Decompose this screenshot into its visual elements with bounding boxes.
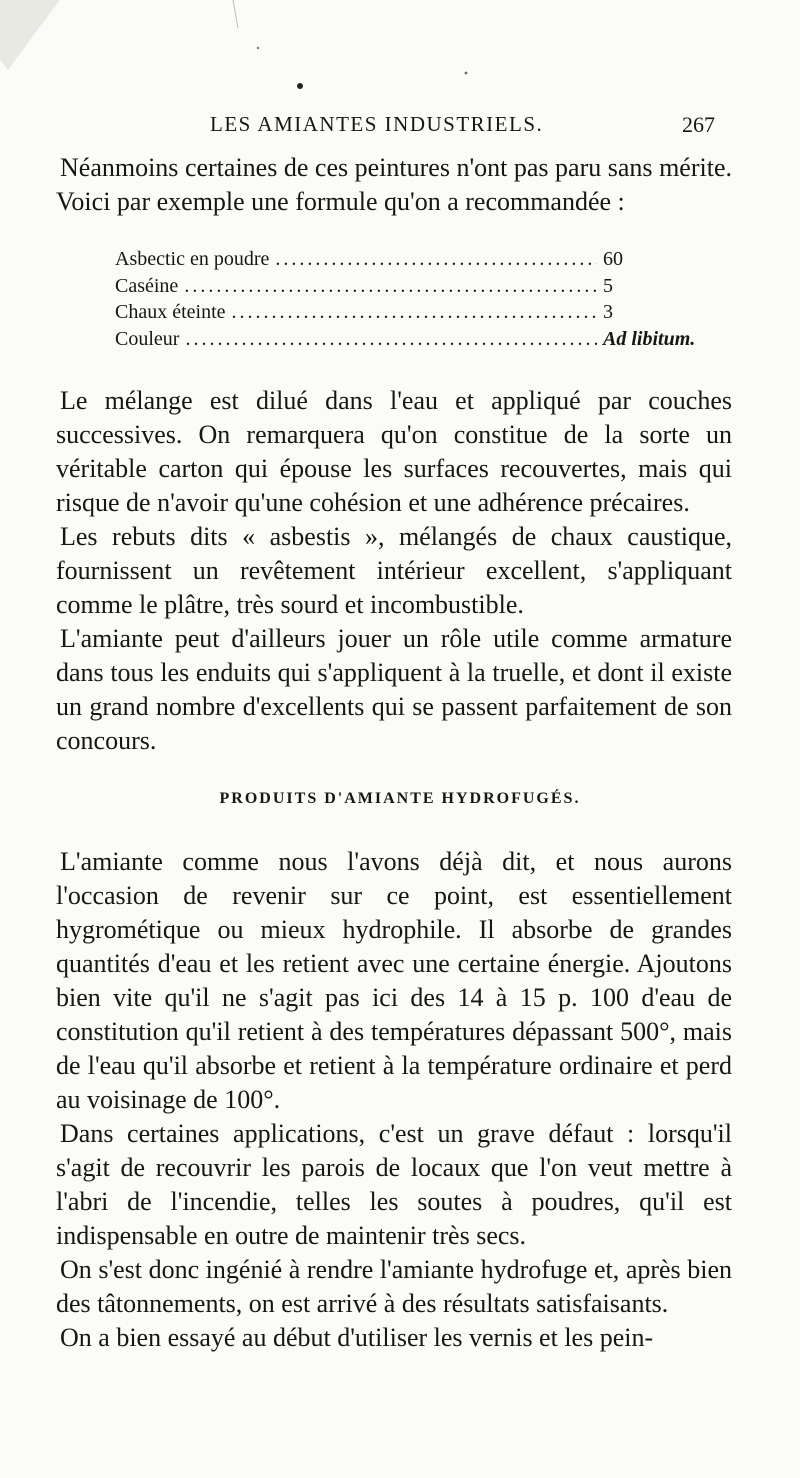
intro-paragraph: Néanmoins certaines de ces peintures n'ont pas paru sans mérite. Voici par exemple une formule qu'on a recommandée : [56,153,732,216]
ingredient-quantity: 60 [603,248,623,270]
intro-block [56,151,732,219]
section-heading: PRODUITS D'AMIANTE HYDROFUGÉS. [219,790,581,807]
ingredient-name: Caséine [115,274,179,297]
dot-leader [184,275,597,298]
body-paragraph: On a bien essayé au début d'utiliser les vernis et les pein- [60,1323,654,1352]
body-section-2 [56,845,732,1355]
body-paragraph: L'amiante peut d'ailleurs jouer un rôle utile comme armature dans tous les enduits qui s'appliquent à la truelle, et dont il existe un grand nombre d'excellents qui se passent parfaitement de son concours. [56,624,732,755]
recipe-row [115,248,715,275]
recipe-row [115,328,715,355]
running-title: LES AMIANTES INDUSTRIELS. [210,112,544,136]
dot-leader [185,328,597,351]
body-paragraph: On s'est donc ingénié à rendre l'amiante hydrofuge et, après bien des tâtonnements, on est arrivé à des résultats satisfaisants. [56,1255,732,1318]
running-head [0,108,800,138]
body-section-1 [56,384,732,758]
body-paragraph: L'amiante comme nous l'avons déjà dit, et nous aurons l'occasion de revenir sur ce point, est essentiellement hygrométique ou mieux hydrophile. Il absorbe de grandes quantités d'eau et les retient avec une certaine énergie. Ajoutons bien vite qu'il ne s'agit pas ici des 14 à 15 p. 100 d'eau de constitution qu'il retient à des températures dépassant 500°, mais de l'eau qu'il absorbe et retient à la température ordinaire et perd au voisinage de 100°. [56,847,732,1114]
ingredient-quantity: 5 [603,274,613,297]
body-paragraph: Le mélange est dilué dans l'eau et appliqué par couches successives. On remarquera qu'on constitue de la sorte un véritable carton qui épouse les surfaces recouvertes, mais qui risque de n'avoir qu'une cohésion et une adhérence précaires. [56,386,732,517]
body-paragraph: Les rebuts dits « asbestis », mélangés de chaux caustique, fournissent un revêtement intérieur excellent, s'appliquant comme le plâtre, très sourd et incombustible. [56,522,732,619]
recipe-row [115,275,715,302]
recipe-list [115,248,715,354]
ingredient-name: Chaux éteinte [115,301,226,323]
ingredient-quantity: 3 [603,301,613,323]
ingredient-name: Asbectic en poudre [115,248,270,270]
ingredient-name: Couleur [115,327,180,350]
dot-leader [275,248,597,271]
dot-leader [232,301,597,324]
page-number: 267 [682,112,715,137]
ingredient-quantity: Ad libitum. [603,327,696,350]
recipe-row [115,301,715,328]
body-paragraph: Dans certaines applications, c'est un grave défaut : lorsqu'il s'agit de recouvrir les parois de locaux que l'on veut mettre à l'abri de l'incendie, telles les soutes à poudres, qu'il est indispensable en outre de maintenir très secs. [56,1119,732,1250]
